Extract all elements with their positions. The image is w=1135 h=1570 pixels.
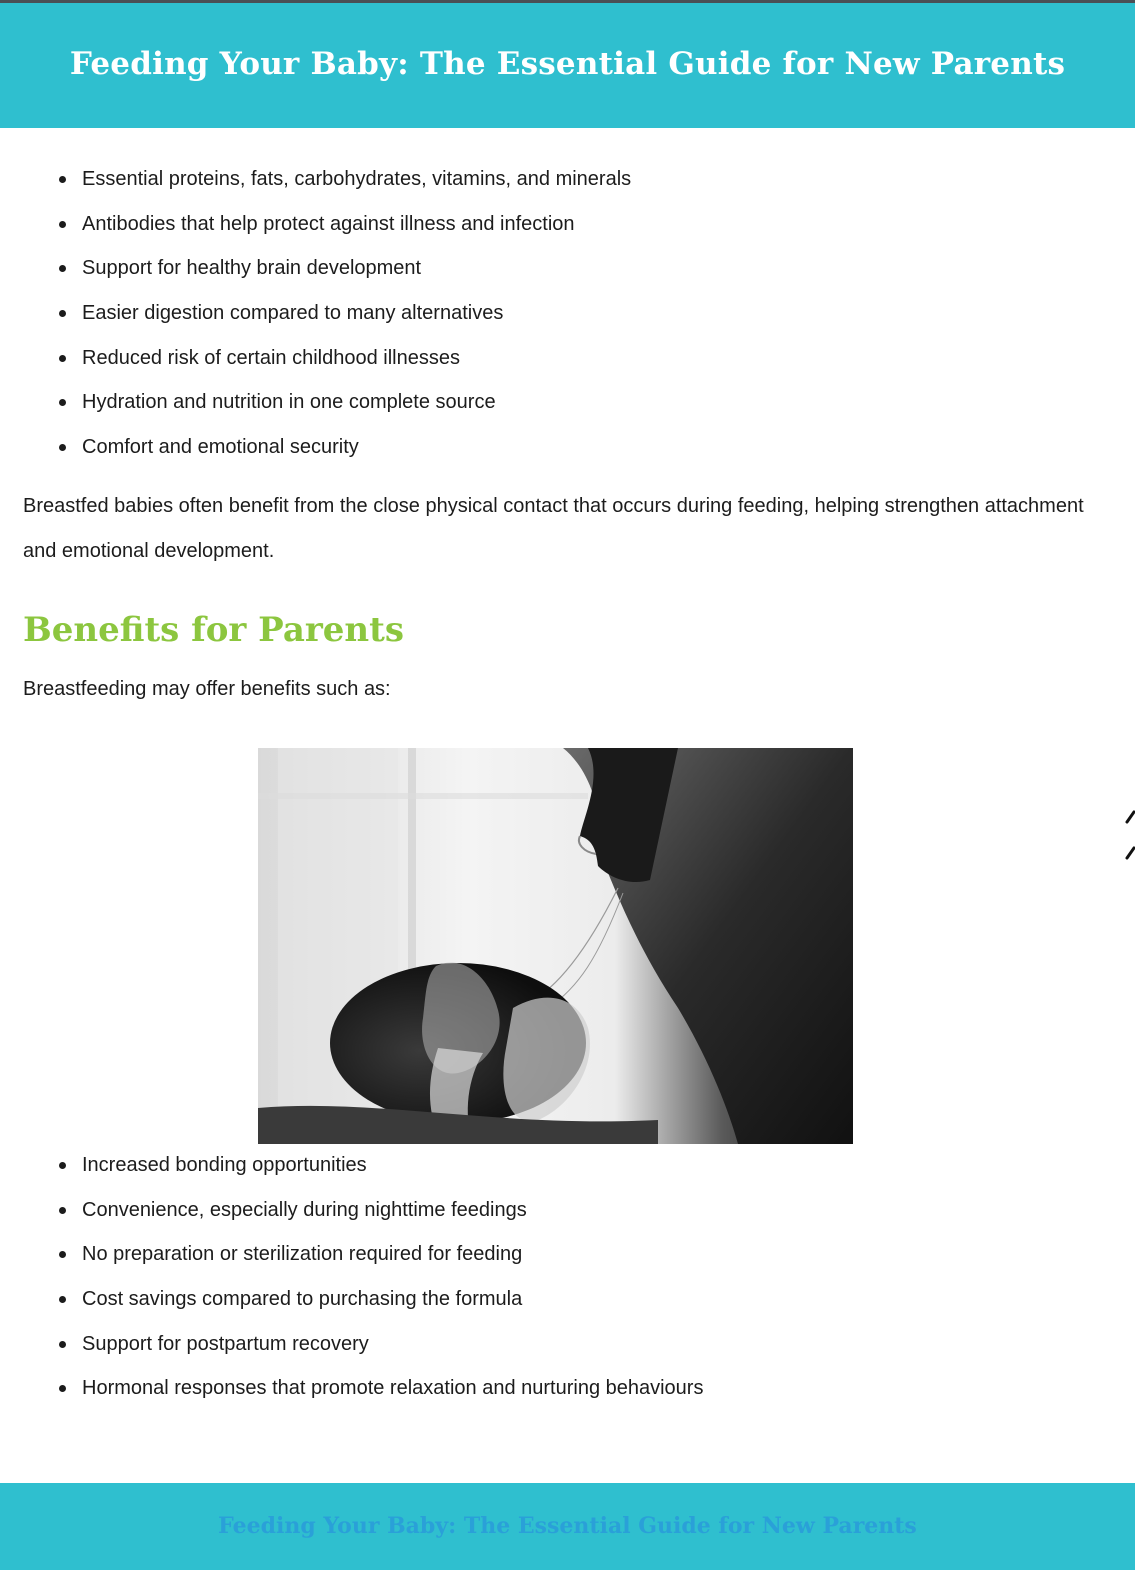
- baby-benefits-list: [0, 157, 631, 470]
- list-item: Easier digestion compared to many alternatives: [82, 291, 631, 336]
- parents-intro-text: Breastfeeding may offer benefits such as:: [23, 678, 391, 700]
- list-item: Reduced risk of certain childhood illnesses: [82, 336, 631, 381]
- list-item: Support for postpartum recovery: [82, 1322, 703, 1367]
- list-item: Antibodies that help protect against illness and infection: [82, 202, 631, 247]
- list-item: Comfort and emotional security: [82, 425, 631, 470]
- mother-and-baby-photo: [258, 748, 853, 1144]
- list-item: Cost savings compared to purchasing the formula: [82, 1277, 703, 1322]
- list-item: Support for healthy brain development: [82, 246, 631, 291]
- list-item: No preparation or sterilization required for feeding: [82, 1232, 703, 1277]
- list-item: Increased bonding opportunities: [82, 1143, 703, 1188]
- chevron-left-icon[interactable]: [1124, 808, 1135, 866]
- page-title: Feeding Your Baby: The Essential Guide for New Parents: [69, 45, 1066, 82]
- section-heading-parents: Benefits for Parents: [23, 610, 404, 650]
- list-item: Hormonal responses that promote relaxation and nurturing behaviours: [82, 1366, 703, 1411]
- attachment-paragraph: Breastfed babies often benefit from the close physical contact that occurs during feeding, helping strengthen attachment and emotional development.: [23, 495, 1084, 562]
- page-header: [0, 3, 1135, 128]
- parent-benefits-list: [0, 1143, 703, 1411]
- page-footer: [0, 1483, 1135, 1570]
- footer-title: Feeding Your Baby: The Essential Guide for New Parents: [218, 1512, 917, 1539]
- list-item: Convenience, especially during nighttime feedings: [82, 1188, 703, 1233]
- list-item: Hydration and nutrition in one complete source: [82, 380, 631, 425]
- list-item: Essential proteins, fats, carbohydrates, vitamins, and minerals: [82, 157, 631, 202]
